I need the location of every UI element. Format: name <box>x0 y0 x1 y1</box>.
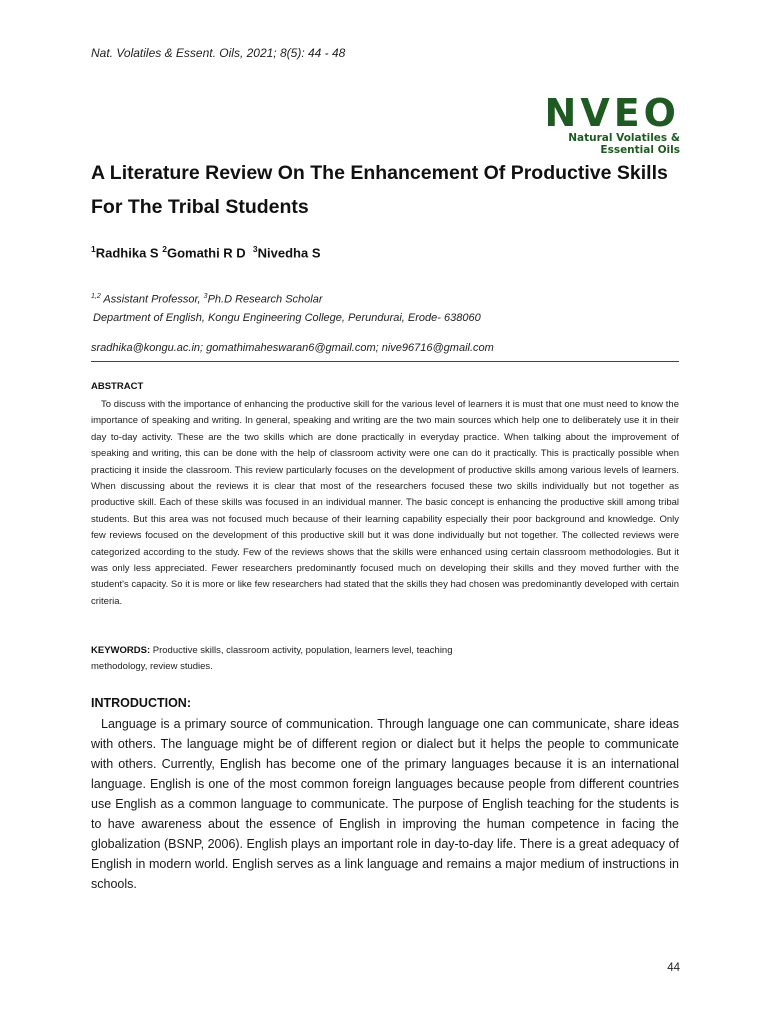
roles-text-1: Assistant Professor, <box>100 293 204 306</box>
logo-mark: NVEO <box>544 91 680 135</box>
logo-subtitle-line1: Natural Volatiles & <box>568 132 680 144</box>
author-list <box>91 244 321 260</box>
keywords-label: KEYWORDS: <box>91 645 151 656</box>
roles-marker-1: 1,2 <box>91 293 101 300</box>
paper-title: A Literature Review On The Enhancement Of Productive Skills For The Tribal Students <box>91 162 668 218</box>
keywords <box>91 643 491 676</box>
journal-citation: Nat. Volatiles & Essent. Oils, 2021; 8(5): 44 - 48 <box>91 46 346 60</box>
abstract-heading: ABSTRACT <box>91 381 144 392</box>
page-number: 44 <box>667 962 680 974</box>
department: Department of English, Kongu Engineering College, Perundurai, Erode- 638060 <box>93 311 481 324</box>
introduction-heading: INTRODUCTION: <box>91 696 191 710</box>
roles-text-2: Ph.D Research Scholar <box>207 293 323 306</box>
author-2-name: Gomathi R D <box>166 245 246 261</box>
abstract-body: To discuss with the importance of enhancing the productive skill for the various level of learners it is must that one must need to know the importance of speaking and writing. In general, speaking and writing are the two main sources which help one to deliberately use it in their day to-day activity. These are the two skills which are done practically in everyday practice. When talking about the improvement of speaking and writing, this can be done with the help of classroom activity were one can do it practically. This is practically possible when practicing it inside the classroom. This review particularly focuses on the development of productive skills among various levels of learners. When discussing about the reviews it is clear that most of the researchers focused these two skills individually but not together as productive skill. Each of these skills was focused in an individual manner. The basic concept is enhancing the productive skill among tribal students. But this area was not focused much because of their learning capability especially their poor background and knowledge. Only few reviews focused on the development of this productive skill but it was done individually but not together. The collected reviews were categorized according to the study. Few of the reviews shows that the skills were enhanced using certain classroom methodologies. But it was only less appreciated. Fewer researchers predominantly focused much on developing their skills and they moved further with the student's capacity. So it is more or like few researchers had stated that the skills they had chosen was predominantly developed with certain criteria. <box>91 399 679 607</box>
author-emails: sradhika@kongu.ac.in; gomathimaheswaran6@gmail.com; nive96716@gmail.com <box>91 342 494 354</box>
roles-marker-2: 3 <box>203 293 208 300</box>
keywords-text: Productive skills, classroom activity, population, learners level, teaching methodology, review studies. <box>91 645 453 673</box>
header-divider <box>91 361 679 362</box>
author-3-marker: 3 <box>252 244 258 254</box>
journal-logo <box>540 91 680 156</box>
author-1-marker: 1 <box>91 244 96 254</box>
affiliation-block <box>91 288 481 327</box>
introduction-body: Language is a primary source of communication. Through language one can communicate, share ideas with others. The language might be of different region or dialect but it helps the people to communicate with others. Currently, English has become one of the primary languages because it is an international language. English is one of the most common foreign languages because people from different countries use English as a common language to communicate. The purpose of English teaching for the students is to have awareness about the essence of English in improving the human competence in facing the globalization (BSNP, 2006). English plays an important role in day-to-day life. There is a great adequacy of English in modern world. English serves as a link language and remains a major medium of instructions in schools. <box>91 717 679 891</box>
author-roles <box>91 288 481 309</box>
author-1-name: Radhika S <box>95 245 159 261</box>
author-2-marker: 2 <box>162 244 167 254</box>
author-3-name: Nivedha S <box>257 245 321 261</box>
logo-subtitle-line2: Essential Oils <box>600 144 680 156</box>
